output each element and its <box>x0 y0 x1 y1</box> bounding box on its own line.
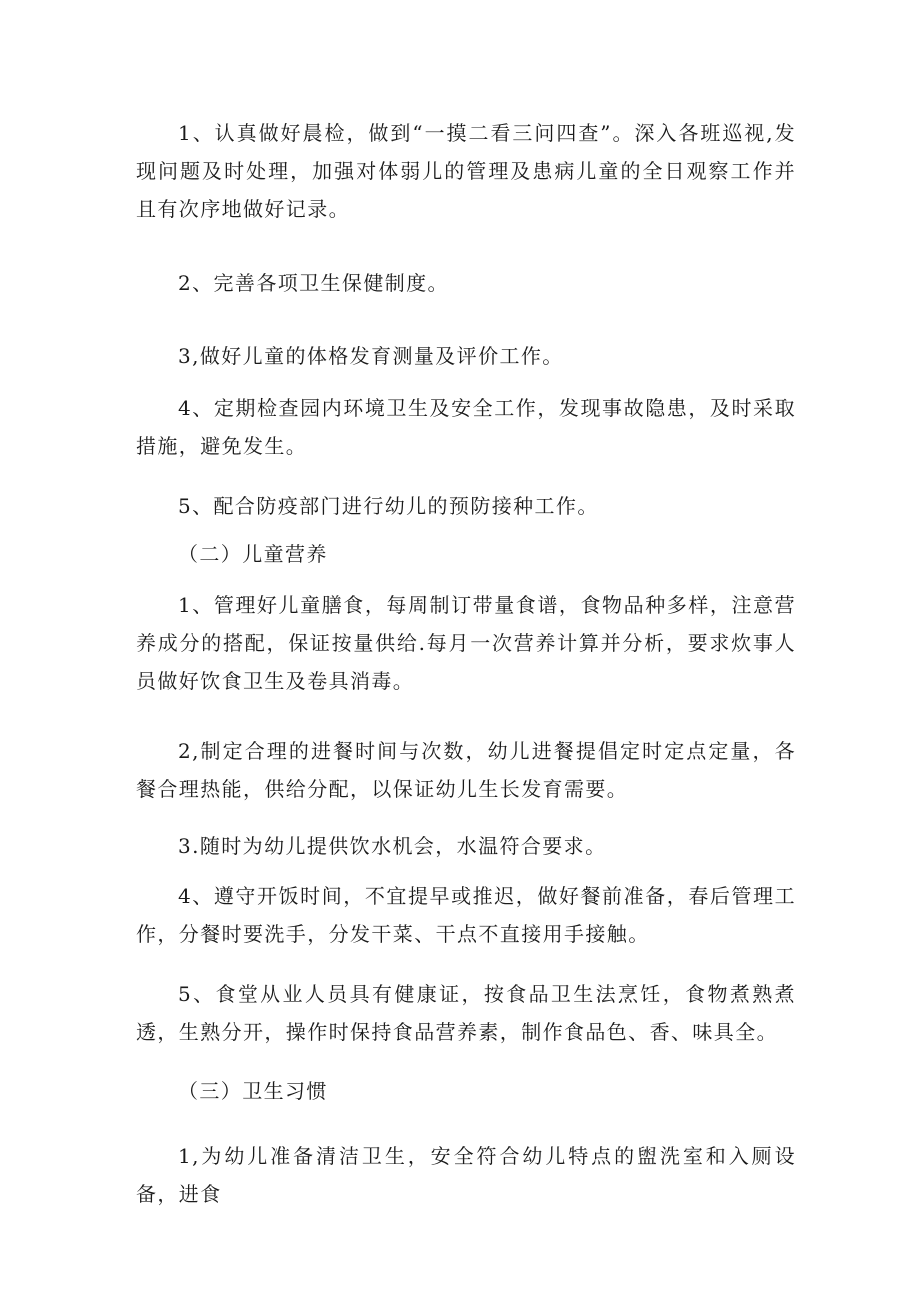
section-heading-hygiene-habits: （三）卫生习惯 <box>178 1079 328 1103</box>
paragraph-vaccination: 5、配合防疫部门进行幼儿的预防接种工作。 <box>178 494 599 518</box>
paragraph-growth-measurement: 3,做好儿童的体格发育测量及评价工作。 <box>178 344 564 368</box>
paragraph-drinking-water: 3.随时为幼儿提供饮水机会，水温符合要求。 <box>178 834 607 858</box>
paragraph-washroom-facilities: 1,为幼儿准备清洁卫生，安全符合幼儿特点的盥洗室和入厕设备，进食 <box>136 1144 796 1206</box>
section-heading-nutrition: （二）儿童营养 <box>178 542 328 566</box>
paragraph-meal-timing: 2,制定合理的进餐时间与次数，幼儿进餐提倡定时定点定量，各餐合理热能，供给分配，以保证幼儿生长发育需要。 <box>136 739 796 801</box>
paragraph-meal-service: 4、遵守开饭时间，不宜提早或推迟，做好餐前准备，春后管理工作，分餐时要洗手，分发干菜、干点不直接用手接触。 <box>136 884 796 946</box>
paragraph-morning-check: 1、认真做好晨检，做到“一摸二看三问四查”。深入各班巡视,发现问题及时处理，加强对体弱儿的管理及患病儿童的全日观察工作并且有次序地做好记录。 <box>136 121 796 221</box>
paragraph-health-system: 2、完善各项卫生保健制度。 <box>178 271 449 295</box>
paragraph-kitchen-staff: 5、食堂从业人员具有健康证，按食品卫生法烹饪，食物煮熟煮透，生熟分开，操作时保持食品营养素，制作食品色、香、味具全。 <box>136 982 796 1044</box>
paragraph-diet-management: 1、管理好儿童膳食，每周制订带量食谱，食物品种多样，注意营养成分的搭配，保证按量供给.每月一次营养计算并分析，要求炊事人员做好饮食卫生及卷具消毒。 <box>136 593 796 693</box>
paragraph-safety-inspection: 4、定期检查园内环境卫生及安全工作，发现事故隐患，及时采取措施，避免发生。 <box>136 396 796 458</box>
